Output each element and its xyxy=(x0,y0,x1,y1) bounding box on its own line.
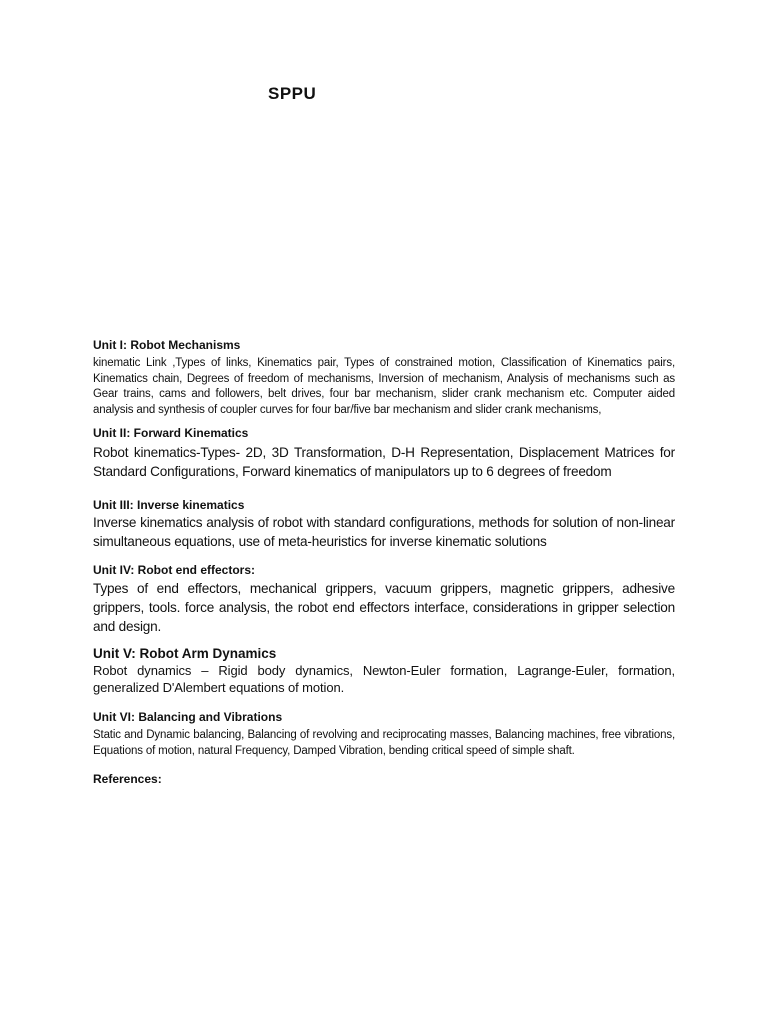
unit-heading: Unit III: Inverse kinematics xyxy=(93,498,245,512)
unit-body: kinematic Link ,Types of links, Kinematics pair, Types of constrained motion, Classification of Kinematics pairs, Kinematics chain, Degrees of freedom of mechanisms, Inversion of mechanism, Analysis of mechanisms such as Gear trains, cams and followers, belt drives, four bar mechanism, slider crank mechanism etc. Computer aided analysis and synthesis of coupler curves for four bar/five bar mechanism and slider crank mechanisms, xyxy=(93,357,675,416)
unit-heading: Unit VI: Balancing and Vibrations xyxy=(93,710,283,724)
unit-body: Inverse kinematics analysis of robot with standard configurations, methods for solution of non-linear simultaneous equations, use of meta-heuristics for inverse kinematic solutions xyxy=(93,515,675,549)
unit-section xyxy=(93,337,675,418)
unit-section xyxy=(93,645,675,696)
unit-heading: Unit V: Robot Arm Dynamics xyxy=(93,646,277,661)
unit-section xyxy=(93,425,675,481)
syllabus-content xyxy=(93,337,675,786)
unit-section xyxy=(93,562,675,636)
unit-section xyxy=(93,497,675,551)
unit-body: Robot dynamics – Rigid body dynamics, Newton-Euler formation, Lagrange-Euler, formation, generalized D'Alembert equations of motion. xyxy=(93,663,675,695)
references-heading: References: xyxy=(93,772,162,786)
unit-body: Types of end effectors, mechanical grippers, vacuum grippers, magnetic grippers, adhesive grippers, tools. force analysis, the robot end effectors interface, considerations in gripper selection and design. xyxy=(93,581,675,634)
unit-heading: Unit I: Robot Mechanisms xyxy=(93,338,241,352)
unit-heading: Unit IV: Robot end effectors: xyxy=(93,563,255,577)
unit-heading: Unit II: Forward Kinematics xyxy=(93,426,249,440)
unit-body: Robot kinematics-Types- 2D, 3D Transformation, D-H Representation, Displacement Matrices for Standard Configurations, Forward kinematics of manipulators up to 6 degrees of freedom xyxy=(93,445,675,479)
unit-section xyxy=(93,709,675,759)
unit-body: Static and Dynamic balancing, Balancing of revolving and reciprocating masses, Balancing machines, free vibrations, Equations of motion, natural Frequency, Damped Vibration, bending critical speed of simple shaft. xyxy=(93,729,675,757)
document-title: SPPU xyxy=(268,84,317,103)
